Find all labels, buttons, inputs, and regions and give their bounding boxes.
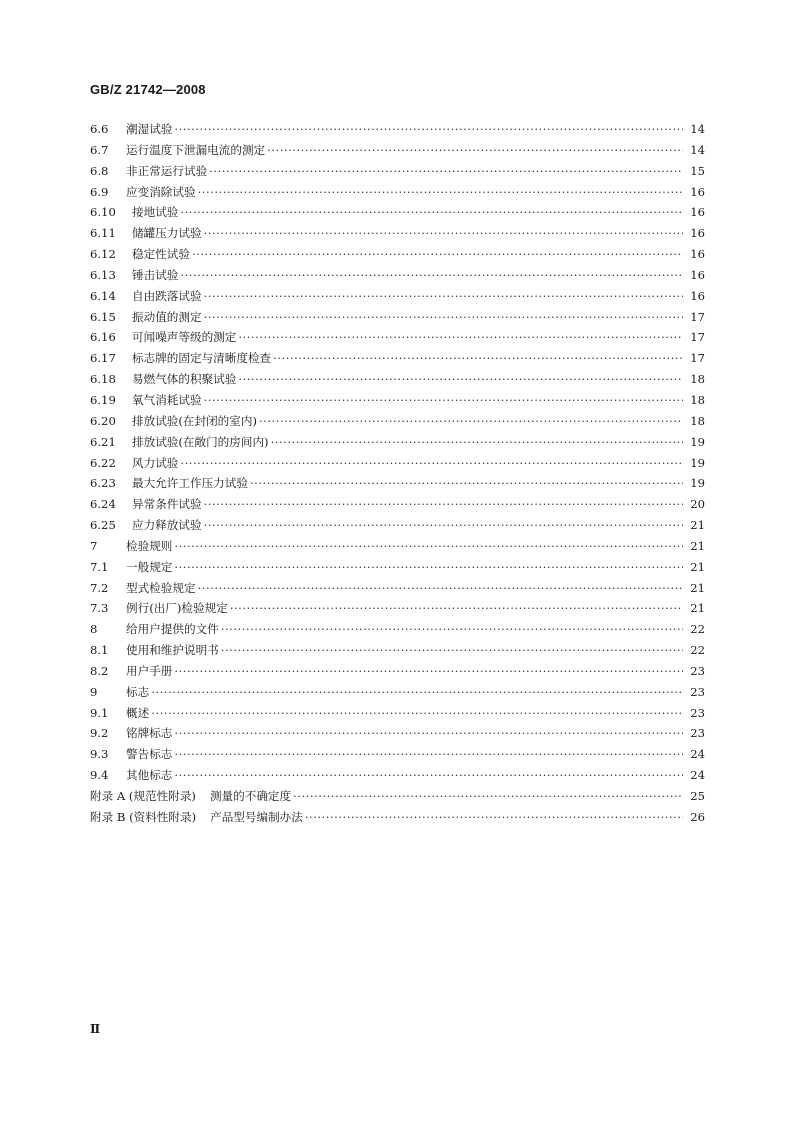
dot-leader bbox=[204, 390, 683, 411]
toc-entry-title: 应变消除试验 bbox=[126, 184, 196, 199]
toc-entry-number: 6.10 bbox=[90, 205, 116, 220]
toc-entry-page: 17 bbox=[690, 330, 705, 345]
toc-entry-title: 其他标志 bbox=[126, 768, 173, 783]
toc-entry bbox=[90, 119, 705, 140]
dot-leader bbox=[198, 578, 683, 599]
toc-entry bbox=[90, 723, 705, 744]
toc-entry-title: 非正常运行试验 bbox=[126, 163, 208, 178]
toc-entry-page: 16 bbox=[690, 247, 705, 262]
dot-leader bbox=[204, 223, 683, 244]
toc-entry-number: 7 bbox=[90, 538, 98, 553]
toc-entry-page: 17 bbox=[690, 351, 705, 366]
dot-leader bbox=[174, 765, 683, 786]
toc-entry-number: 6.21 bbox=[90, 434, 116, 449]
toc-entry bbox=[90, 327, 705, 348]
toc-entry-number: 6.23 bbox=[90, 476, 116, 491]
toc-entry bbox=[90, 598, 705, 619]
toc-entry-page: 26 bbox=[690, 809, 705, 824]
toc-entry-page: 16 bbox=[690, 267, 705, 282]
toc-entry-number: 7.3 bbox=[90, 601, 109, 616]
toc-entry-title: 标志 bbox=[126, 684, 150, 699]
toc-entry bbox=[90, 661, 705, 682]
toc-entry-title: 振动值的测定 bbox=[132, 309, 202, 324]
toc-entry-page: 20 bbox=[690, 497, 705, 512]
dot-leader bbox=[221, 640, 683, 661]
dot-leader bbox=[238, 369, 683, 390]
toc-entry-page: 19 bbox=[690, 455, 705, 470]
dot-leader bbox=[198, 182, 683, 203]
toc-entry-page: 16 bbox=[690, 205, 705, 220]
dot-leader bbox=[293, 786, 683, 807]
toc-entry-number: 6.22 bbox=[90, 455, 116, 470]
toc-entry-page: 15 bbox=[690, 163, 705, 178]
toc-entry-number: 6.11 bbox=[90, 226, 116, 241]
toc-entry-number: 8.2 bbox=[90, 663, 109, 678]
toc-entry-title: 标志牌的固定与清晰度检查 bbox=[132, 351, 272, 366]
dot-leader bbox=[151, 682, 683, 703]
toc-entry-title: 铭牌标志 bbox=[126, 726, 173, 741]
toc-entry-page: 16 bbox=[690, 184, 705, 199]
toc-entry bbox=[90, 244, 705, 265]
dot-leader bbox=[259, 411, 683, 432]
toc-entry-number: 附录 A (规范性附录) bbox=[90, 789, 196, 803]
toc-entry-number: 6.15 bbox=[90, 309, 116, 324]
dot-leader bbox=[273, 348, 683, 369]
toc-entry bbox=[90, 369, 705, 390]
toc-entry-number: 6.13 bbox=[90, 267, 116, 282]
toc-entry-page: 19 bbox=[690, 434, 705, 449]
toc-entry-page: 23 bbox=[690, 684, 705, 699]
toc-entry-title: 接地试验 bbox=[132, 205, 179, 220]
toc-entry-number: 6.6 bbox=[90, 122, 109, 136]
toc-entry bbox=[90, 223, 705, 244]
toc-entry-page: 23 bbox=[690, 663, 705, 678]
toc-entry-title: 运行温度下泄漏电流的测定 bbox=[126, 142, 266, 157]
toc-entry-title: 应力释放试验 bbox=[132, 518, 202, 533]
toc-entry-number: 6.14 bbox=[90, 288, 116, 303]
dot-leader bbox=[267, 140, 683, 161]
toc-entry-number: 9.3 bbox=[90, 747, 109, 762]
toc-entry-title: 警告标志 bbox=[126, 747, 173, 762]
toc-entry-page: 23 bbox=[690, 726, 705, 741]
toc-entry-number: 附录 B (资料性附录) bbox=[90, 809, 197, 824]
toc-entry-page: 23 bbox=[690, 705, 705, 720]
toc-entry-title: 使用和维护说明书 bbox=[126, 643, 219, 658]
toc-entry bbox=[90, 307, 705, 328]
toc-entry-title: 易燃气体的积聚试验 bbox=[132, 372, 237, 387]
toc-entry-number: 6.12 bbox=[90, 247, 116, 262]
toc-entry bbox=[90, 515, 705, 536]
toc-entry bbox=[90, 265, 705, 286]
toc-entry-number: 8.1 bbox=[90, 643, 109, 658]
toc-entry bbox=[90, 786, 705, 807]
dot-leader bbox=[204, 515, 683, 536]
toc-entry bbox=[90, 578, 705, 599]
toc-entry-page: 21 bbox=[690, 559, 705, 574]
dot-leader bbox=[305, 807, 683, 828]
toc-entry bbox=[90, 807, 705, 828]
toc-entry bbox=[90, 744, 705, 765]
toc-entry-number: 7.2 bbox=[90, 580, 109, 595]
toc-entry bbox=[90, 536, 705, 557]
toc-entry-title: 异常条件试验 bbox=[132, 497, 202, 512]
toc-entry-title: 一般规定 bbox=[126, 559, 173, 574]
dot-leader bbox=[271, 432, 683, 453]
dot-leader bbox=[204, 286, 683, 307]
toc-entry-page: 21 bbox=[690, 580, 705, 595]
document-header: GB/Z 21742—2008 bbox=[90, 82, 206, 97]
toc-entry bbox=[90, 473, 705, 494]
toc-entry bbox=[90, 619, 705, 640]
dot-leader bbox=[174, 744, 683, 765]
dot-leader bbox=[180, 453, 683, 474]
toc-entry-number: 6.19 bbox=[90, 392, 116, 407]
toc-entry-title: 例行(出厂)检验规定 bbox=[126, 601, 228, 616]
toc-entry-page: 21 bbox=[690, 601, 705, 616]
toc-entry-title: 排放试验(在封闭的室内) bbox=[132, 413, 257, 428]
toc-entry-page: 14 bbox=[690, 142, 705, 157]
toc-entry bbox=[90, 765, 705, 786]
dot-leader bbox=[180, 202, 683, 223]
page-number-footer: Ⅱ bbox=[90, 1022, 101, 1036]
toc-entry-title: 可闻噪声等级的测定 bbox=[132, 330, 237, 345]
dot-leader bbox=[238, 327, 683, 348]
toc-entry-number: 6.18 bbox=[90, 372, 116, 387]
toc-entry bbox=[90, 411, 705, 432]
dot-leader bbox=[174, 557, 683, 578]
toc-entry-page: 16 bbox=[690, 288, 705, 303]
toc-entry bbox=[90, 348, 705, 369]
toc-entry-number: 9.4 bbox=[90, 768, 109, 783]
toc-entry bbox=[90, 557, 705, 578]
toc-entry-number: 6.17 bbox=[90, 351, 116, 366]
toc-entry-title: 最大允许工作压力试验 bbox=[132, 476, 248, 491]
toc-entry-title: 风力试验 bbox=[132, 455, 179, 470]
toc-entry-title: 潮湿试验 bbox=[126, 122, 173, 136]
dot-leader bbox=[250, 473, 683, 494]
toc-entry-title: 稳定性试验 bbox=[132, 247, 190, 262]
toc-entry-number: 9 bbox=[90, 684, 98, 699]
toc-entry bbox=[90, 286, 705, 307]
dot-leader bbox=[174, 723, 683, 744]
toc-entry-number: 6.8 bbox=[90, 163, 109, 178]
toc-entry-title: 测量的不确定度 bbox=[209, 789, 292, 803]
toc-entry-number: 7.1 bbox=[90, 559, 109, 574]
toc-entry bbox=[90, 432, 705, 453]
toc-entry-number: 6.24 bbox=[90, 497, 116, 512]
toc-entry bbox=[90, 390, 705, 411]
toc-entry-page: 24 bbox=[690, 747, 705, 762]
toc-entry-page: 17 bbox=[690, 309, 705, 324]
toc-entry bbox=[90, 703, 705, 724]
toc-entry-title: 自由跌落试验 bbox=[132, 288, 202, 303]
toc-entry bbox=[90, 161, 705, 182]
table-of-contents bbox=[90, 119, 705, 828]
toc-entry-title: 产品型号编制办法 bbox=[210, 809, 303, 824]
toc-entry-number: 6.9 bbox=[90, 184, 109, 199]
toc-entry-page: 19 bbox=[690, 476, 705, 491]
toc-entry-title: 排放试验(在敞门的房间内) bbox=[132, 434, 269, 449]
toc-entry-title: 型式检验规定 bbox=[126, 580, 196, 595]
toc-entry bbox=[90, 494, 705, 515]
toc-entry-title: 给用户提供的文件 bbox=[126, 622, 219, 637]
toc-entry-title: 氧气消耗试验 bbox=[132, 392, 202, 407]
toc-entry-page: 21 bbox=[690, 518, 705, 533]
toc-entry-page: 24 bbox=[690, 768, 705, 783]
toc-entry-page: 16 bbox=[690, 226, 705, 241]
dot-leader bbox=[204, 494, 683, 515]
toc-entry-page: 18 bbox=[690, 392, 705, 407]
toc-entry-page: 14 bbox=[690, 122, 705, 136]
dot-leader bbox=[151, 703, 683, 724]
toc-entry-title: 用户手册 bbox=[126, 663, 173, 678]
toc-entry-number: 6.25 bbox=[90, 518, 116, 533]
toc-entry-title: 概述 bbox=[126, 705, 150, 720]
toc-entry-page: 22 bbox=[690, 643, 705, 658]
toc-entry-title: 储罐压力试验 bbox=[132, 226, 202, 241]
toc-entry bbox=[90, 202, 705, 223]
toc-entry-page: 18 bbox=[690, 372, 705, 387]
toc-entry-number: 9.1 bbox=[90, 705, 109, 720]
toc-entry-page: 25 bbox=[690, 789, 705, 803]
dot-leader bbox=[221, 619, 683, 640]
toc-entry-title: 检验规则 bbox=[126, 538, 173, 553]
toc-entry-page: 21 bbox=[690, 538, 705, 553]
toc-entry bbox=[90, 182, 705, 203]
dot-leader bbox=[230, 598, 683, 619]
toc-entry-number: 9.2 bbox=[90, 726, 109, 741]
dot-leader bbox=[174, 661, 683, 682]
dot-leader bbox=[180, 265, 683, 286]
toc-entry bbox=[90, 453, 705, 474]
dot-leader bbox=[192, 244, 683, 265]
toc-entry-number: 6.16 bbox=[90, 330, 116, 345]
toc-entry-page: 22 bbox=[690, 622, 705, 637]
dot-leader bbox=[204, 307, 683, 328]
toc-entry-number: 6.20 bbox=[90, 413, 116, 428]
toc-entry bbox=[90, 140, 705, 161]
toc-entry-number: 6.7 bbox=[90, 142, 109, 157]
toc-entry-title: 锤击试验 bbox=[132, 267, 179, 282]
dot-leader bbox=[174, 536, 683, 557]
toc-entry bbox=[90, 682, 705, 703]
dot-leader bbox=[209, 161, 683, 182]
toc-entry-page: 18 bbox=[690, 413, 705, 428]
toc-entry-number: 8 bbox=[90, 622, 98, 637]
toc-entry bbox=[90, 640, 705, 661]
dot-leader bbox=[174, 119, 683, 140]
